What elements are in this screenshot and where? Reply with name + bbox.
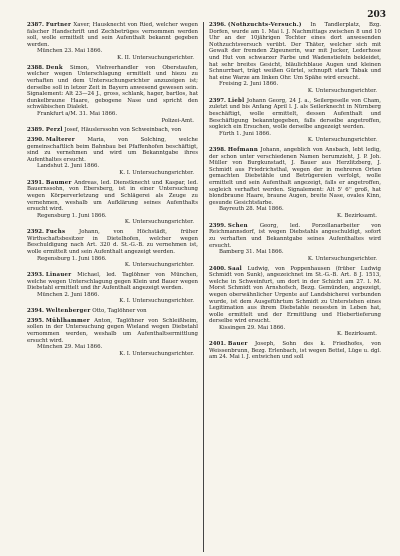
entry-place-date: München 23. Mai 1866. bbox=[37, 48, 103, 55]
entry-number: 2396. bbox=[209, 22, 226, 28]
notice-entry bbox=[27, 127, 198, 134]
entry-name: Hofmann bbox=[227, 147, 259, 154]
entry-body: Maria, von Solching, welche gemeinschaftlich beim Bahnbau bei Pfaffenhofen beschäftigt, sind zu vernehmen und wird um Bekanntgabe ihres Aufenthaltes ersucht. bbox=[27, 137, 198, 163]
entry-number: 2395. bbox=[27, 317, 44, 324]
entry-place-date: Bamberg 31. Mai 1866. bbox=[219, 249, 284, 256]
entry-body: Georg, led. Porzellanarbeiter von Reichmannsdorf, ist wegen Diebstahls angeschuldigt, sofort zu verhaften und Bekanntgabe seines Aufenthaltes wird ersucht. bbox=[209, 222, 381, 249]
entry-body: In Tandlerplatz, Bzg. Dorfen, wurde am 1. Mai l. J. Nachmittags zwischen 8 und 10 Uhr an der 10jährigen Tochter eines dort anwesenden Nothzuchtsversuch verübt. Der Thäter, welcher sich mit Gewalt der fremden Zigeunerin, war mit Jucker, Lederhose und Hut von schwarzer Farbe und Wadenstiefeln bekleidet, hat sehr breites Gesicht, bläulichblaue Augen und kleinen Schnurrbart, trägt weißen Gürtel, schnupft stark Tabak und hat eine Warze am linken Ohr. Um Spähe wird ersucht. bbox=[209, 22, 381, 81]
entry-name: Furtner bbox=[45, 22, 72, 28]
entry-number: 2393. bbox=[27, 271, 44, 278]
entry-name: Liebl bbox=[227, 97, 245, 104]
entry-name: Mühlhammer bbox=[45, 317, 90, 324]
notice-entry bbox=[27, 180, 198, 226]
page-number: 203 bbox=[367, 10, 386, 20]
entry-name: Saal bbox=[227, 265, 243, 272]
entry-body: Xaver, Hausknecht von Ried, welcher wegen falscher Handschrift und Zechbetrüges vernommen werden soll, wolle ermittelt und sein Aufenthalt bekannt gegeben werden. bbox=[27, 22, 198, 48]
entry-number: 2398. bbox=[209, 147, 226, 154]
entry-number: 2397. bbox=[209, 97, 226, 104]
entry-name: (Nothzuchts-Versuch.) bbox=[227, 22, 302, 28]
notice-entry bbox=[209, 147, 381, 220]
entry-name: Schen bbox=[227, 222, 248, 229]
entry-authority: K. Untersuchungsrichter. bbox=[307, 255, 377, 262]
notice-entry bbox=[27, 272, 198, 305]
entry-place-date: München 29. Mai 1866. bbox=[37, 344, 103, 351]
entry-number: 2394. bbox=[27, 308, 44, 315]
entry-body: Josef, Häuslerssohn von Schweinbach, von bbox=[64, 127, 182, 134]
entry-name: Linauer bbox=[45, 271, 72, 278]
entry-number: 2389. bbox=[27, 127, 44, 134]
entry-name: Baumer bbox=[45, 179, 72, 186]
entry-name: Fuchs bbox=[45, 229, 66, 236]
entry-number: 2390. bbox=[27, 137, 44, 144]
entry-name: Perzl bbox=[45, 127, 63, 134]
entry-authority: Polizei-Amt. bbox=[161, 117, 194, 124]
notice-entry bbox=[27, 229, 198, 269]
entry-authority: K. Bezirksamt. bbox=[337, 331, 377, 338]
entry-place-date: Regensburg 1. Juni 1866. bbox=[37, 255, 107, 262]
notice-entry bbox=[209, 223, 381, 263]
entry-number: 2392. bbox=[27, 229, 44, 236]
entry-body: Joseph, Sohn des k. Friedhofes, von Weissenbrunn, Bezg. Erlenbach, ist wegen Bettel, Lüge u. dgl. am 24. Mai l. J. entwichen und soll bbox=[209, 341, 381, 361]
notice-entry bbox=[27, 318, 198, 358]
notice-entry bbox=[27, 308, 198, 315]
notice-entry bbox=[209, 266, 381, 339]
entry-body: Michael, led. Taglöhner von München, welche wegen Unterschlagung gegen Klein und Bauer wegen Diebstahl ermittelt und ihr Aufenthalt angezeigt werden. bbox=[27, 271, 199, 292]
entry-place-date: München 2. Juni 1866. bbox=[37, 291, 100, 298]
entry-authority: K. Untersuchungsrichter. bbox=[307, 87, 377, 94]
entry-number: 2400. bbox=[209, 265, 226, 272]
right-column bbox=[204, 22, 386, 552]
entry-place-date: Bayreuth 28. Mai 1866. bbox=[219, 206, 284, 213]
entry-authority: K. Untersuchungsrichter. bbox=[124, 219, 194, 226]
entry-number: 2387. bbox=[27, 22, 44, 28]
entry-place-date: Kissingen 29. Mai 1866. bbox=[219, 324, 286, 331]
entry-body: Johann, angeblich von Ansbach, lebt ledig, der schon unter verschiedenen Namen herumzieht, J. P. Joh. Müller von Burgkunstadt, J. Bauer aus Herzlitzberg, J. Schmidt aus Friedrichsthal, wegen der in mehreren Orten gemachten Diebstähle und Betrügereien verfolgt, wolle ermittelt und sein Aufenthalt angezeigt, falls er angetroffen, sogleich verhaftet werden. Signalement: Alt 5' 6'' groß, hat blondbraune Haare, braune Augen, breite Nase, ovales Kinn, gesunde Gesichtsfarbe. bbox=[209, 147, 381, 206]
entry-name: Denk bbox=[45, 64, 63, 71]
entry-number: 2388. bbox=[27, 64, 44, 71]
entry-place-date: Frankfurt a/M. 31. Mai 1866. bbox=[37, 110, 118, 117]
notice-entry bbox=[209, 98, 381, 144]
notice-entry bbox=[27, 65, 198, 124]
notice-entry bbox=[27, 137, 198, 177]
entry-authority: K. Untersuchungsrichter. bbox=[124, 262, 194, 269]
entry-place-date: Fürth 1. Juni 1866. bbox=[219, 130, 271, 137]
entry-body: Johann Georg, 24 J. a., Seilergeselle von Cham, zuletzt und bis Anfang April l. J. als Seilerknecht in Nürnberg beschäftigt, wolle ermittelt, dessen Aufenthalt und Beschäftigung bekanntgegeben, falls derselbe angetroffen, sogleich ein Ersuchen, wolle derselbe angezeigt werden. bbox=[209, 97, 382, 131]
notice-entry bbox=[209, 22, 381, 95]
entry-number: 2401. bbox=[209, 341, 226, 348]
entry-authority: K. Bezirksamt. bbox=[337, 213, 377, 219]
entry-body: Ludwig, von Poppenhausen (früher Ludwig Schmidt von Sunk), angezeichnet im St.-G.-B. Art. 8 J. 1513, welche in Schweinfurt, um dort in der Schicht am 27. l. M. Morst Schmidt von Arnshofsch, Bezg. Gemünden, angezeigt, wegen oberwähnlicher Urgente auf Landsbicherei verbunden wurde, ist dem Ausgeführtum Schmidt zu Unterstehen eines Legitimation aus ihrem Diebstahle neuesten in Leben hat, wolle ermittelt und der Ermittlung und Hiebertieferung derselbe wird ersucht. bbox=[209, 265, 381, 325]
entry-number: 2399. bbox=[209, 222, 226, 229]
page-columns bbox=[22, 22, 386, 552]
entry-name: Bauer bbox=[227, 341, 248, 348]
entry-body: Andreas, led. Dienstknecht und Kaspar, led. Bauernssohn, von Ebersberg, ist in einer Untersuchung wegen Körperverletzung und Schlägerei als Zeuge zu vernehmen, weshalb um Aufklärung seines Aufenthalts ersucht wird. bbox=[27, 179, 198, 213]
entry-body: Otto, Taglöhner von bbox=[92, 308, 147, 315]
entry-body: Simon, Viehverhandler von Oberstaufen, welcher wegen Unterschlagung ermittelt und hiezu zu verhaften und dem Untersuchungsrichter anzuzeigen ist; derselbe soll in letzer Zeit in Bayern anwesend gewesen sein. Signalement: Alt 23—24 J., gross, schlank, hager, bartlos, hat dunkelbraune Haare, gebogene Nase und spricht den schwäbischen Dialekt. bbox=[27, 64, 198, 111]
entry-place-date: Regensburg 1. Juni 1866. bbox=[37, 212, 107, 219]
entry-authority: K. I. Untersuchungsrichter. bbox=[119, 350, 194, 357]
notice-entry bbox=[27, 22, 198, 62]
entry-authority: K. I. Untersuchungsrichter. bbox=[119, 170, 194, 177]
entry-body: Anton, Taglöhner von Schleißheim, sollen in der Untersuchung gegen Wieland wegen Diebstahl vernommen werden, weshalb um Aufenthaltsermittlung ersucht wird. bbox=[27, 317, 198, 344]
notice-entry bbox=[209, 341, 381, 361]
entry-name: Weltenberger bbox=[45, 308, 91, 315]
entry-authority: K. I. Untersuchungsrichter. bbox=[119, 298, 194, 305]
entry-authority: K. II. Untersuchungsrichter. bbox=[117, 54, 194, 61]
left-column bbox=[22, 22, 204, 552]
entry-number: 2391. bbox=[27, 179, 44, 186]
entry-body: Johann, von Höchstädt, früher Wirthschaftsbesitzer in Dietelhofen, welcher wegen Beschuldigung nach Art. 320 d. St.-G.-B. zu vernehmen ist, wolle ermittelt und sein Aufenthalt angezeigt werden. bbox=[27, 229, 198, 255]
entry-name: Malterer bbox=[45, 137, 75, 144]
entry-place-date: Freising 2. Juni 1866. bbox=[219, 81, 279, 88]
entry-authority: K. Untersuchungsrichter. bbox=[307, 137, 377, 144]
entry-place-date: Landshut 2. Juni 1866. bbox=[37, 163, 100, 170]
